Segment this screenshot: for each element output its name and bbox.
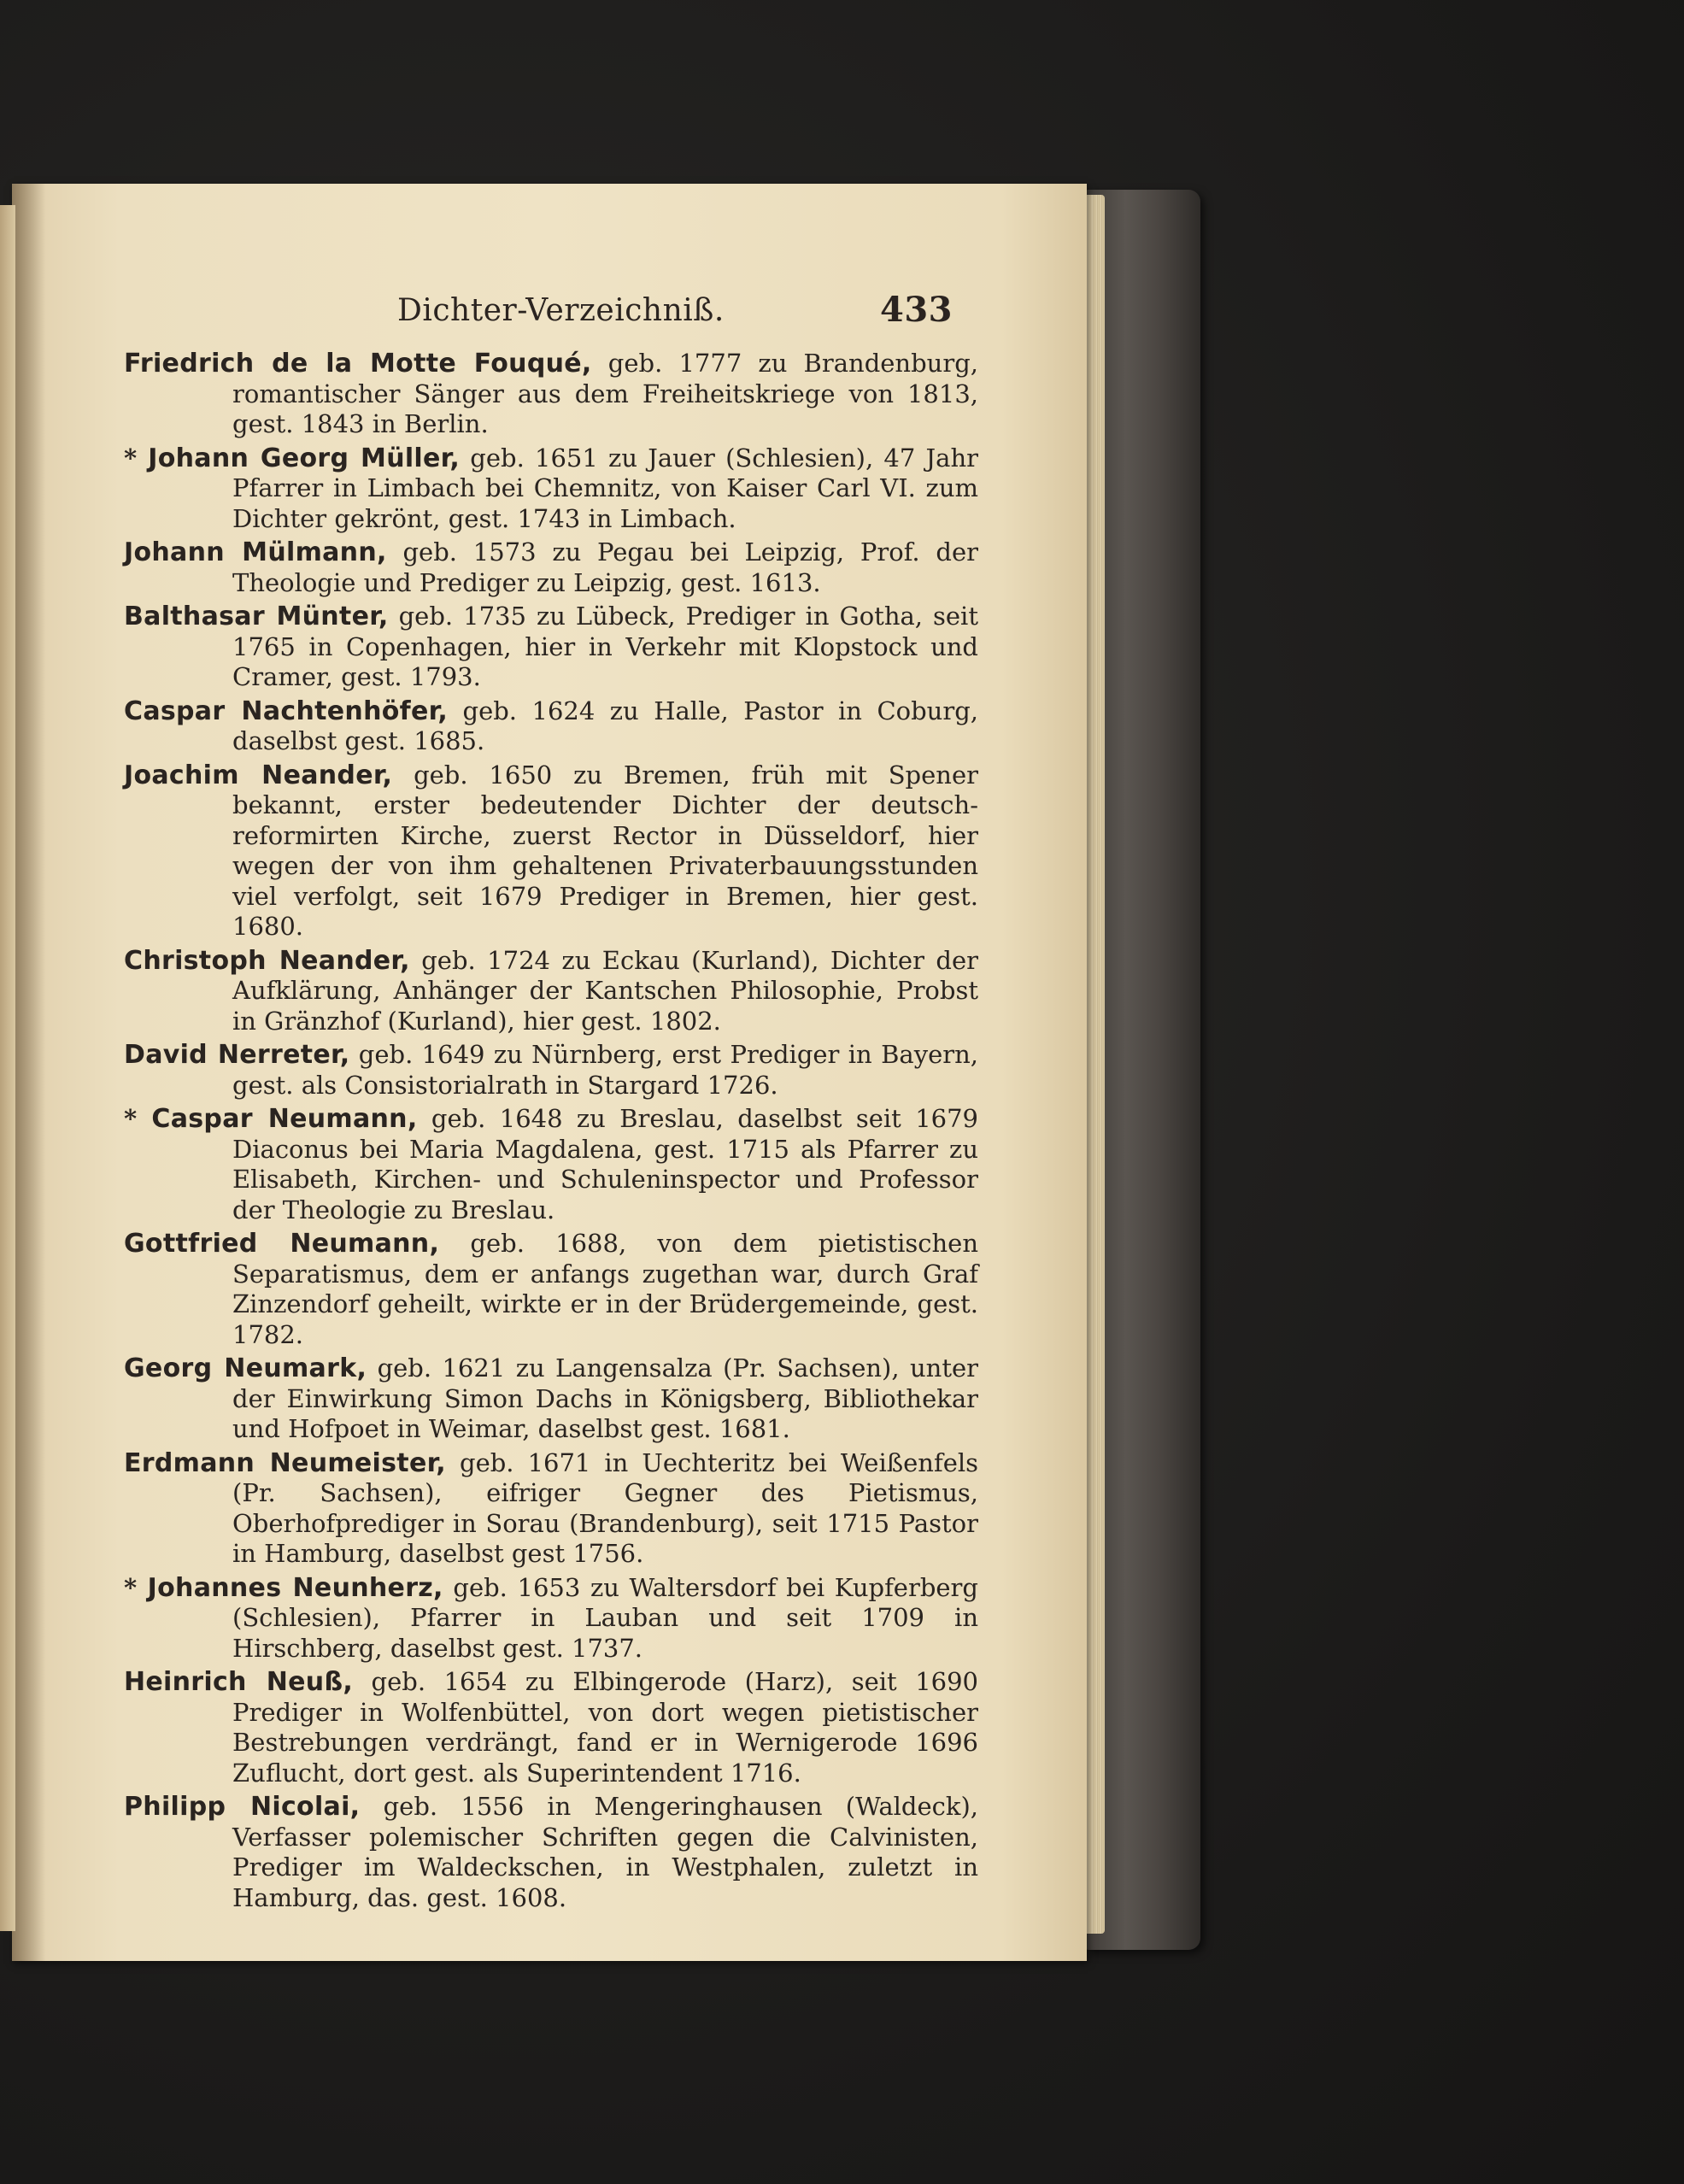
poet-name: David Nerreter, bbox=[124, 1040, 350, 1070]
entry-text: geb. 1621 zu Langensalza (Pr. Sachsen), unter der Einwirkung Simon Dachs in Königsberg, Bibliothekar und Hofpoet in Weimar, daselbst gest. 1681. bbox=[232, 1353, 979, 1443]
poet-name: Erdmann Neumeister, bbox=[124, 1447, 446, 1478]
poet-name: Johann Mülmann, bbox=[124, 537, 387, 567]
running-head bbox=[120, 286, 974, 338]
left-page-edge bbox=[0, 205, 15, 1931]
entry-text: geb. 1671 in Uechteritz bei Weißenfels (Pr. Sachsen), eifriger Gegner des Pietismus, Oberhofprediger in Sorau (Brandenburg), seit 1715 Pastor in Hamburg, daselbst gest 1756. bbox=[232, 1447, 979, 1568]
entry-text: geb. 1654 zu Elbingerode (Harz), seit 1690 Prediger in Wolfenbüttel, von dort wegen pietistischer Bestrebungen verdrängt, fand er in Wernigerode 1696 Zuflucht, dort gest. als Superintendent 1716. bbox=[232, 1667, 978, 1788]
entry-text: geb. 1624 zu Halle, Pastor in Coburg, daselbst gest. 1685. bbox=[232, 696, 978, 755]
entry bbox=[124, 696, 978, 757]
entry-text: geb. 1573 zu Pegau bei Leipzig, Prof. der Theologie und Prediger zu Leipzig, gest. 1613. bbox=[232, 537, 978, 597]
entry bbox=[124, 946, 978, 1037]
poet-name: Georg Neumark, bbox=[124, 1353, 367, 1383]
entry-text: geb. 1688, von dem pietistischen Separatismus, dem er anfangs zugethan war, durch Graf Zinzendorf geheilt, wirkte er in der Brüdergemeinde, gest. 1782. bbox=[232, 1229, 979, 1349]
poet-name: Gottfried Neumann, bbox=[124, 1229, 440, 1259]
entry bbox=[124, 537, 978, 598]
gutter-shadow bbox=[12, 184, 46, 1961]
hymn-marker: * bbox=[124, 443, 149, 473]
entry bbox=[124, 1353, 978, 1445]
page-number: 433 bbox=[880, 290, 953, 330]
entry bbox=[124, 1792, 978, 1913]
entry-text: geb. 1724 zu Eckau (Kurland), Dichter der Aufklärung, Anhänger der Kantschen Philosophie, Probst in Gränzhof (Kurland), hier gest. 1802. bbox=[232, 945, 978, 1036]
entry bbox=[124, 349, 978, 440]
entry bbox=[124, 1040, 978, 1101]
entry bbox=[124, 1573, 978, 1664]
entry-text: geb. 1653 zu Waltersdorf bei Kupferberg (Schlesien), Pfarrer in Lauban und seit 1709 in Hirschberg, daselbst gest. 1737. bbox=[232, 1572, 978, 1663]
entry bbox=[124, 1104, 978, 1225]
entry-text: geb. 1648 zu Breslau, daselbst seit 1679 Diaconus bei Maria Magdalena, gest. 1715 als Pfarrer zu Elisabeth, Kirchen- und Schuleninspector und Professor der Theologie zu Breslau. bbox=[232, 1104, 978, 1224]
running-title: Dichter-Verzeichniß. bbox=[397, 293, 725, 328]
entry-text: geb. 1649 zu Nürnberg, erst Prediger in Bayern, gest. als Consistorialrath in Stargard 1726. bbox=[232, 1040, 979, 1100]
entry bbox=[124, 1667, 978, 1788]
poet-name: Friedrich de la Motte Fouqué, bbox=[124, 349, 592, 379]
poet-name: Caspar Neumann, bbox=[151, 1104, 418, 1134]
poet-name: Caspar Nachtenhöfer, bbox=[124, 696, 449, 726]
hymn-marker: * bbox=[124, 1572, 148, 1602]
entry bbox=[124, 760, 978, 942]
entry-text: geb. 1556 in Mengeringhausen (Waldeck), Verfasser polemischer Schriften gegen die Calvinisten, Prediger im Waldeckschen, in Westphalen, zuletzt in Hamburg, das. gest. 1608. bbox=[232, 1792, 978, 1912]
poet-name: Johannes Neunherz, bbox=[147, 1572, 443, 1603]
entry-list bbox=[124, 349, 978, 1917]
entry-text: geb. 1651 zu Jauer (Schlesien), 47 Jahr Pfarrer in Limbach bei Chemnitz, von Kaiser Carl VI. zum Dichter gekrönt, gest. 1743 in Limbach. bbox=[232, 443, 978, 533]
poet-name: Philipp Nicolai, bbox=[124, 1792, 361, 1822]
entry bbox=[124, 602, 978, 693]
entry-text: geb. 1650 zu Bremen, früh mit Spener bekannt, erster bedeutender Dichter der deutsch-reformirten Kirche, zuerst Rector in Düsseldorf, hier wegen der von ihm gehaltenen Privaterbauungsstunden viel verfolgt, seit 1679 Prediger in Bremen, hier gest. 1680. bbox=[232, 760, 978, 941]
entry bbox=[124, 1229, 978, 1350]
entry bbox=[124, 443, 978, 535]
poet-name: Joachim Neander, bbox=[124, 760, 393, 790]
hymn-marker: * bbox=[124, 1104, 152, 1133]
poet-name: Heinrich Neuß, bbox=[124, 1667, 354, 1697]
entry-text: geb. 1735 zu Lübeck, Prediger in Gotha, seit 1765 in Copenhagen, hier in Verkehr mit Klopstock und Cramer, gest. 1793. bbox=[232, 602, 978, 691]
poet-name: Balthasar Münter, bbox=[124, 602, 389, 631]
entry bbox=[124, 1448, 978, 1570]
poet-name: Johann Georg Müller, bbox=[148, 443, 461, 473]
entry-text: geb. 1777 zu Brandenburg, romantischer Sänger aus dem Freiheitskriege von 1813, gest. 1843 in Berlin. bbox=[232, 349, 978, 438]
poet-name: Christoph Neander, bbox=[124, 945, 410, 976]
